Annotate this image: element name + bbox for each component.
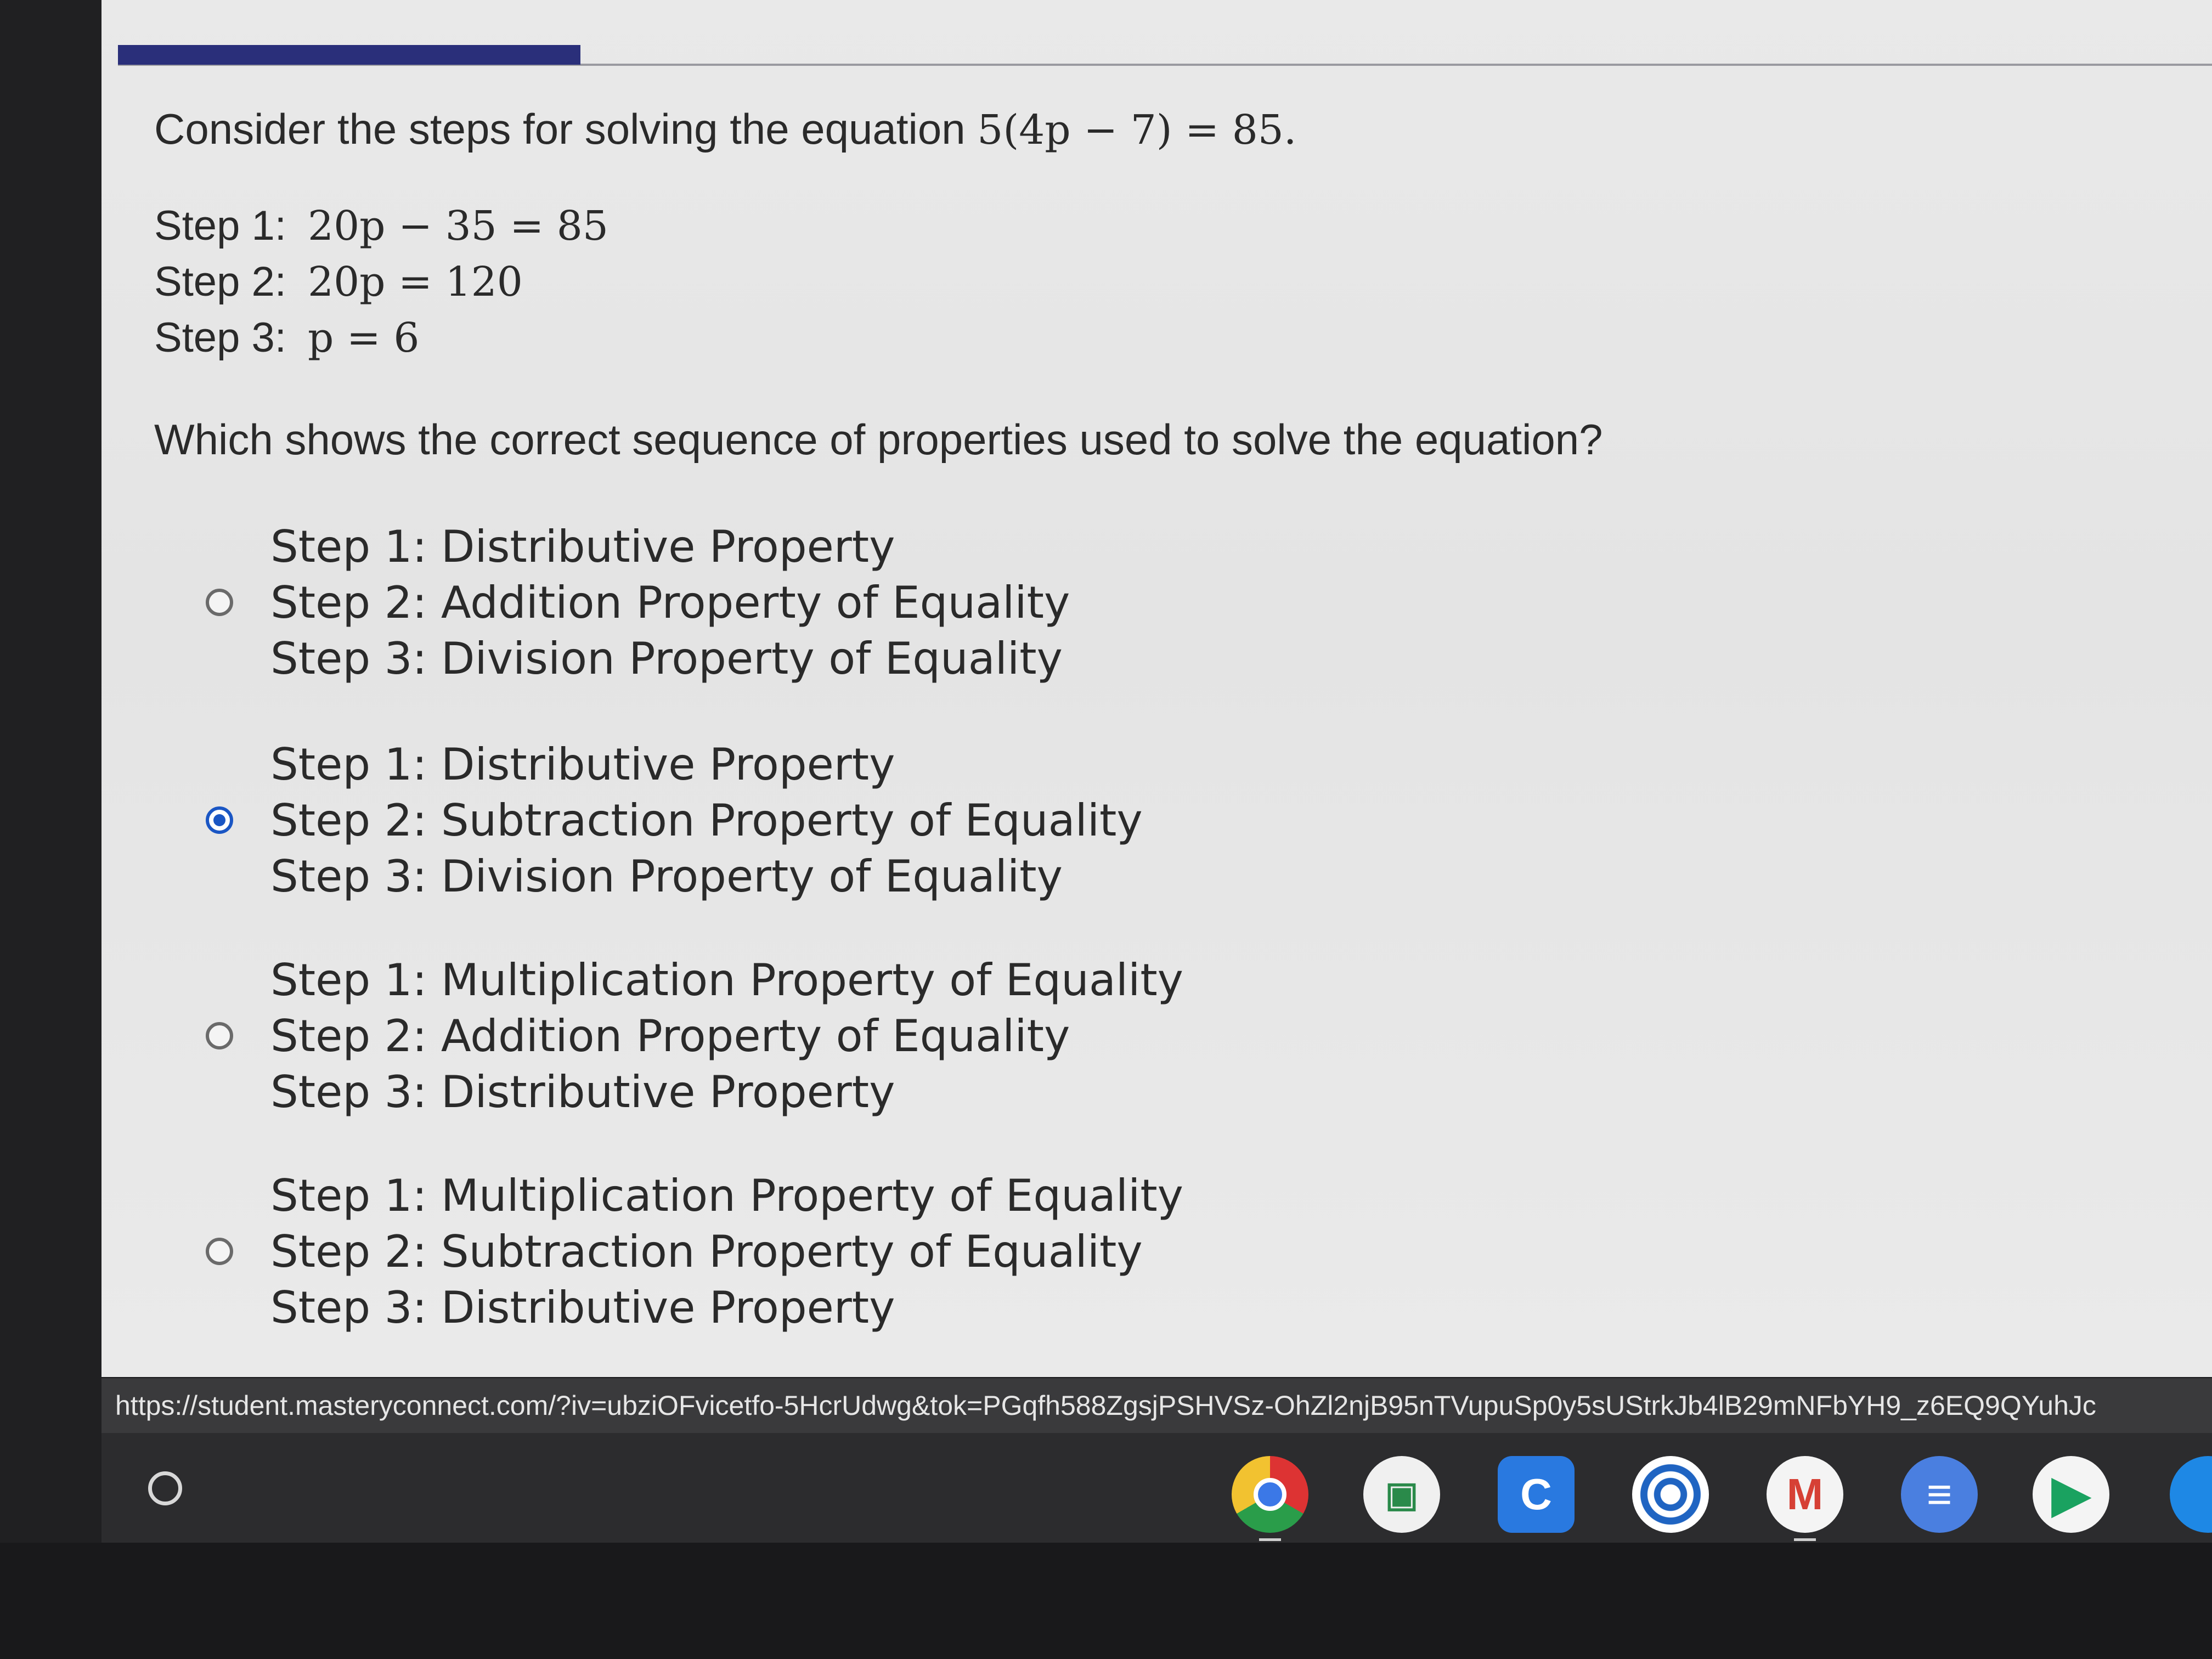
classroom-icon[interactable]: C xyxy=(1498,1456,1575,1533)
option-line: Step 2: Addition Property of Equality xyxy=(270,577,1070,628)
files-icon[interactable]: ▣ xyxy=(1363,1456,1440,1533)
answer-option-a[interactable] xyxy=(206,521,1413,702)
os-shelf xyxy=(101,1433,2212,1543)
option-line: Step 1: Multiplication Property of Equality xyxy=(270,955,1184,1006)
docs-icon[interactable]: ≡ xyxy=(1901,1456,1978,1533)
launcher-icon[interactable] xyxy=(148,1471,182,1505)
gmail-icon[interactable]: M xyxy=(1767,1456,1843,1533)
option-line: Step 1: Distributive Property xyxy=(270,739,895,790)
status-url: https://student.masteryconnect.com/?iv=ubziOFvicetfo-5HcrUdwg&tok=PGqfh588ZgsjPSHVSz-OhZl2njB95nTVupuSp0y5sUStrkJb4lB29mNFbYH9_z6EQ9QYuhJc xyxy=(101,1378,2212,1433)
chrome-icon[interactable] xyxy=(1232,1456,1308,1533)
option-line: Step 1: Multiplication Property of Equality xyxy=(270,1170,1184,1221)
solution-step-1 xyxy=(154,202,608,250)
screen-bezel xyxy=(0,0,101,1575)
answer-option-c[interactable] xyxy=(206,955,1413,1136)
question-intro xyxy=(154,104,1296,154)
step-expression: 20p = 120 xyxy=(308,258,523,306)
progress-bar xyxy=(118,45,580,65)
solution-step-2 xyxy=(154,258,523,306)
running-indicator xyxy=(1259,1538,1281,1541)
equation: 5(4p − 7) = 85. xyxy=(977,106,1297,154)
radio-button-selected[interactable] xyxy=(206,806,233,834)
option-line: Step 3: Distributive Property xyxy=(270,1282,895,1333)
option-line: Step 3: Distributive Property xyxy=(270,1066,895,1118)
step-label: Step 3: xyxy=(154,314,286,361)
step-label: Step 1: xyxy=(154,202,286,249)
question-prompt: Which shows the correct sequence of properties used to solve the equation? xyxy=(154,415,1603,464)
answer-option-b[interactable] xyxy=(206,739,1413,920)
option-line: Step 2: Addition Property of Equality xyxy=(270,1011,1070,1062)
option-line: Step 2: Subtraction Property of Equality xyxy=(270,1226,1143,1277)
intro-text: Consider the steps for solving the equation xyxy=(154,105,966,153)
radio-button[interactable] xyxy=(206,1022,233,1049)
option-line: Step 3: Division Property of Equality xyxy=(270,633,1063,684)
step-expression: 20p − 35 = 85 xyxy=(308,202,608,250)
quiz-page xyxy=(101,0,2212,1377)
solution-step-3 xyxy=(154,314,420,362)
running-indicator xyxy=(1794,1538,1816,1541)
device-bezel-bottom xyxy=(0,1543,2212,1659)
option-line: Step 3: Division Property of Equality xyxy=(270,851,1063,902)
step-expression: p = 6 xyxy=(308,314,420,362)
answer-option-d[interactable] xyxy=(206,1170,1413,1351)
radio-button[interactable] xyxy=(206,589,233,616)
app-icon[interactable] xyxy=(2170,1456,2212,1533)
target-icon[interactable] xyxy=(1632,1456,1709,1533)
option-line: Step 2: Subtraction Property of Equality xyxy=(270,795,1143,846)
step-label: Step 2: xyxy=(154,258,286,305)
option-line: Step 1: Distributive Property xyxy=(270,521,895,572)
radio-button[interactable] xyxy=(206,1238,233,1265)
play-store-icon[interactable]: ▶ xyxy=(2033,1456,2109,1533)
